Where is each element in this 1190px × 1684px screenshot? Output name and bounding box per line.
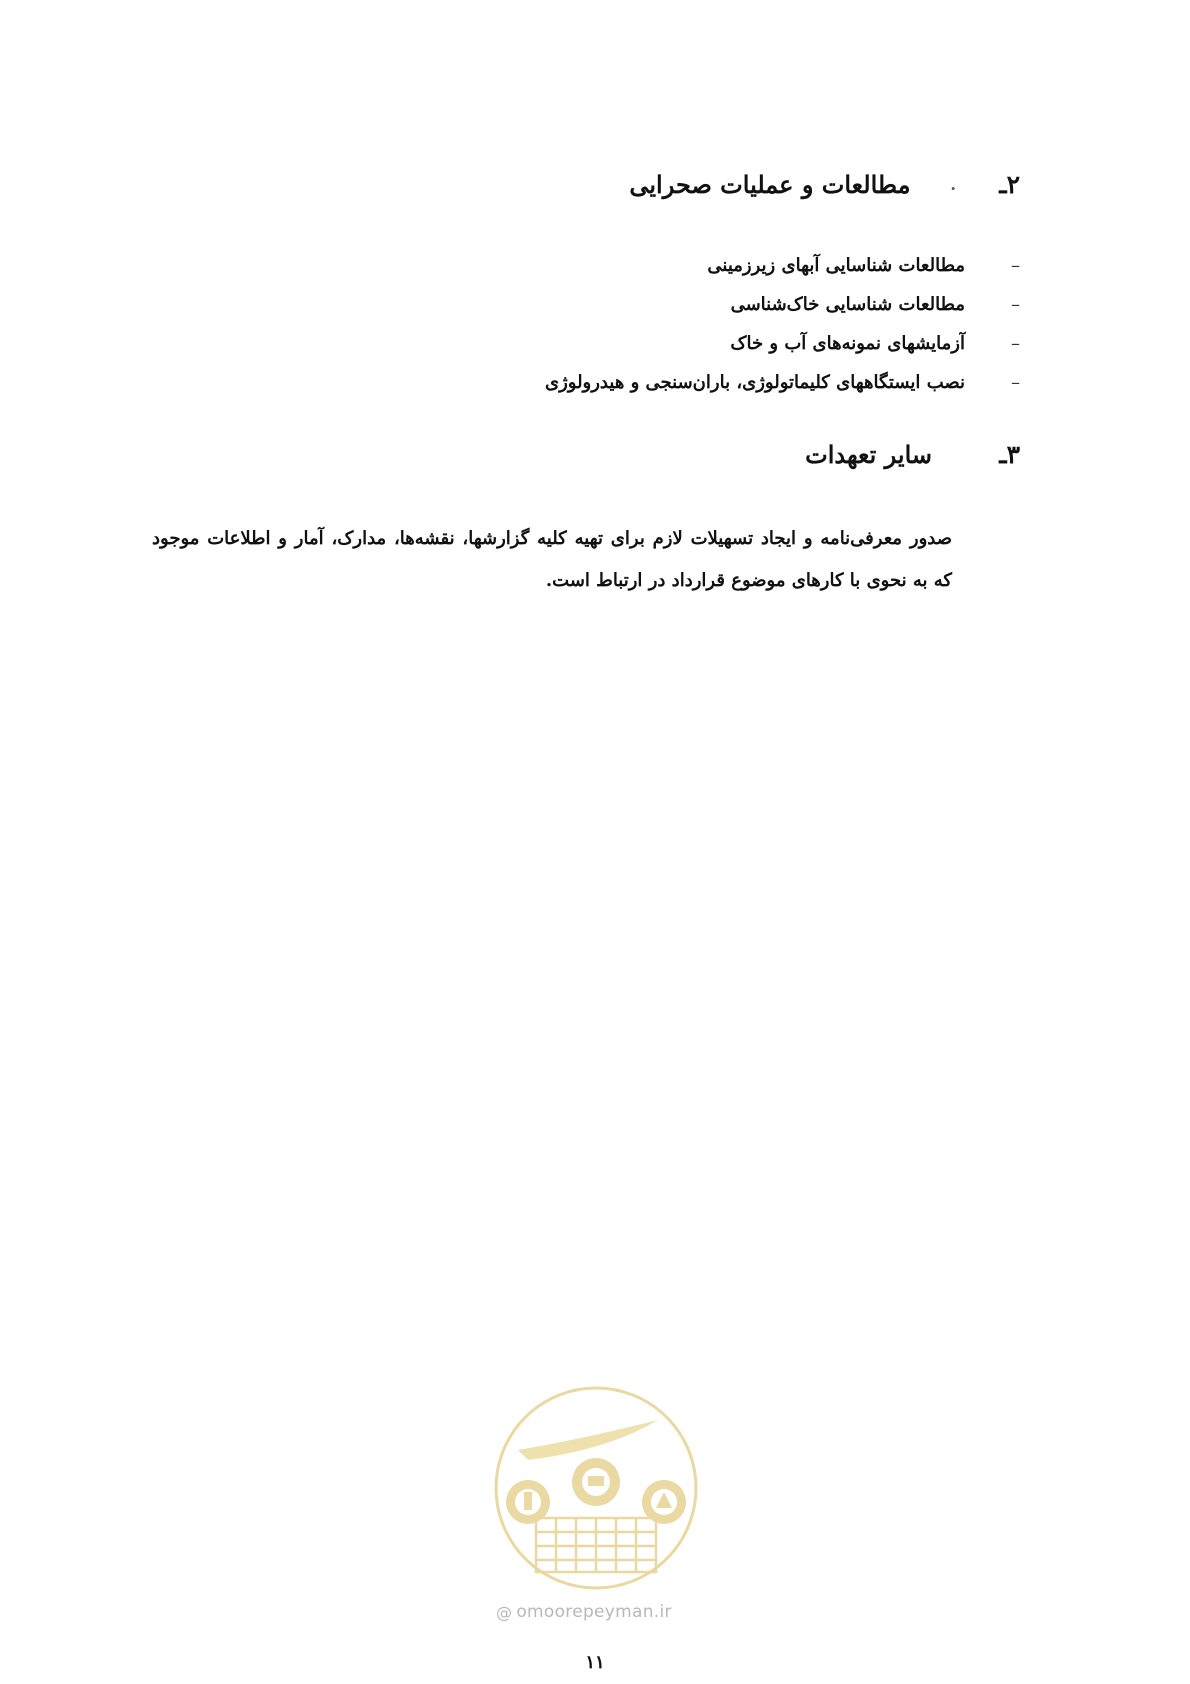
section-heading-2 [320, 170, 1020, 199]
bullet-dash: – [1011, 294, 1020, 315]
list-item [220, 285, 1020, 324]
bullet-list [220, 246, 1020, 402]
body-paragraph: صدور معرفی‌نامه و ایجاد تسهیلات لازم برای تهیه کلیه گزارشها، نقشه‌ها، مدارک، آمار و اطلاعات موجود که به نحوی با کارهای موضوع قرارداد در ارتباط است. [152, 528, 952, 591]
bullet-dash: – [1011, 333, 1020, 354]
list-item [220, 363, 1020, 402]
list-item-text: مطالعات شناسایی آبهای زیرزمینی [707, 255, 965, 276]
section-title: مطالعات و عملیات صحرایی [629, 170, 911, 199]
section-heading-3 [320, 440, 1020, 469]
section-dot: . [950, 175, 956, 194]
list-item [220, 246, 1020, 285]
logo-seal-icon [488, 1380, 704, 1596]
section-title: سایر تعهدات [805, 440, 932, 469]
at-sign-icon: @ [496, 1602, 513, 1622]
section-number: ۲ـ [999, 170, 1020, 199]
watermark-url [496, 1602, 706, 1622]
list-item-text: نصب ایستگاههای کلیماتولوژی، باران‌سنجی و هیدرولوژی [544, 372, 965, 393]
bullet-dash: – [1011, 372, 1020, 393]
section-number: ۳ـ [999, 440, 1020, 469]
page-number: ۱۱ [585, 1652, 605, 1673]
list-item-text: آزمایشهای نمونه‌های آب و خاک [730, 333, 965, 354]
list-item-text: مطالعات شناسایی خاک‌شناسی [730, 294, 965, 315]
watermark-logo [488, 1380, 704, 1596]
list-item [220, 324, 1020, 363]
watermark-url-text: omoorepeyman.ir [516, 1602, 672, 1622]
bullet-dash: – [1011, 255, 1020, 276]
